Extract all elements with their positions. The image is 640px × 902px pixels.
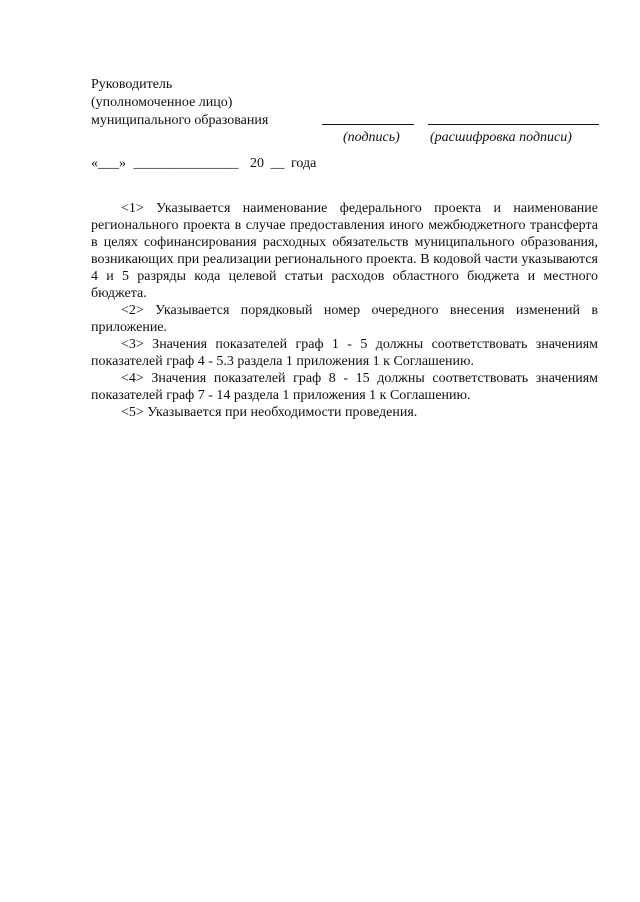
- footnote-2: <2> Указывается порядковый номер очередного внесения изменений в приложение.: [91, 303, 598, 335]
- signature-caption: (подпись): [343, 130, 400, 145]
- signature-decoding-caption: (расшифровка подписи): [430, 130, 572, 145]
- footnote-3: <3> Значения показателей граф 1 - 5 должны соответствовать значениям показателей граф 4 - 5.3 раздела 1 приложения 1 к Соглашению.: [91, 337, 598, 369]
- signature-line: [322, 124, 414, 125]
- footnote-4: <4> Значения показателей граф 8 - 15 должны соответствовать значениям показателей граф 7 - 14 раздела 1 приложения 1 к Соглашению.: [91, 371, 598, 403]
- date-year-blank: __: [270, 156, 285, 171]
- signer-title-line-3: муниципального образования: [91, 113, 269, 128]
- signer-title-line-1: Руководитель: [91, 77, 173, 92]
- date-line: [91, 155, 316, 172]
- signature-decoding-line: [428, 124, 599, 125]
- date-month-blank: _______________: [133, 156, 239, 171]
- footnote-5: <5> Указывается при необходимости проведения.: [121, 405, 418, 420]
- date-year-word: года: [291, 156, 317, 171]
- footnote-1: <1> Указывается наименование федерального проекта и наименование регионального проекта в случае предоставления иного межбюджетного трансферта в целях софинансирования расходных обязательств муниципального образования, возникающих при реализации регионального проекта. В кодовой части указываются 4 и 5 разряды кода целевой статьи расходов областного бюджета и местного бюджета.: [91, 201, 598, 301]
- signer-title-line-2: (уполномоченное лицо): [91, 95, 233, 110]
- date-year-prefix: 20: [250, 156, 264, 171]
- date-day-blank: «___»: [91, 156, 126, 171]
- footnotes: [91, 200, 598, 421]
